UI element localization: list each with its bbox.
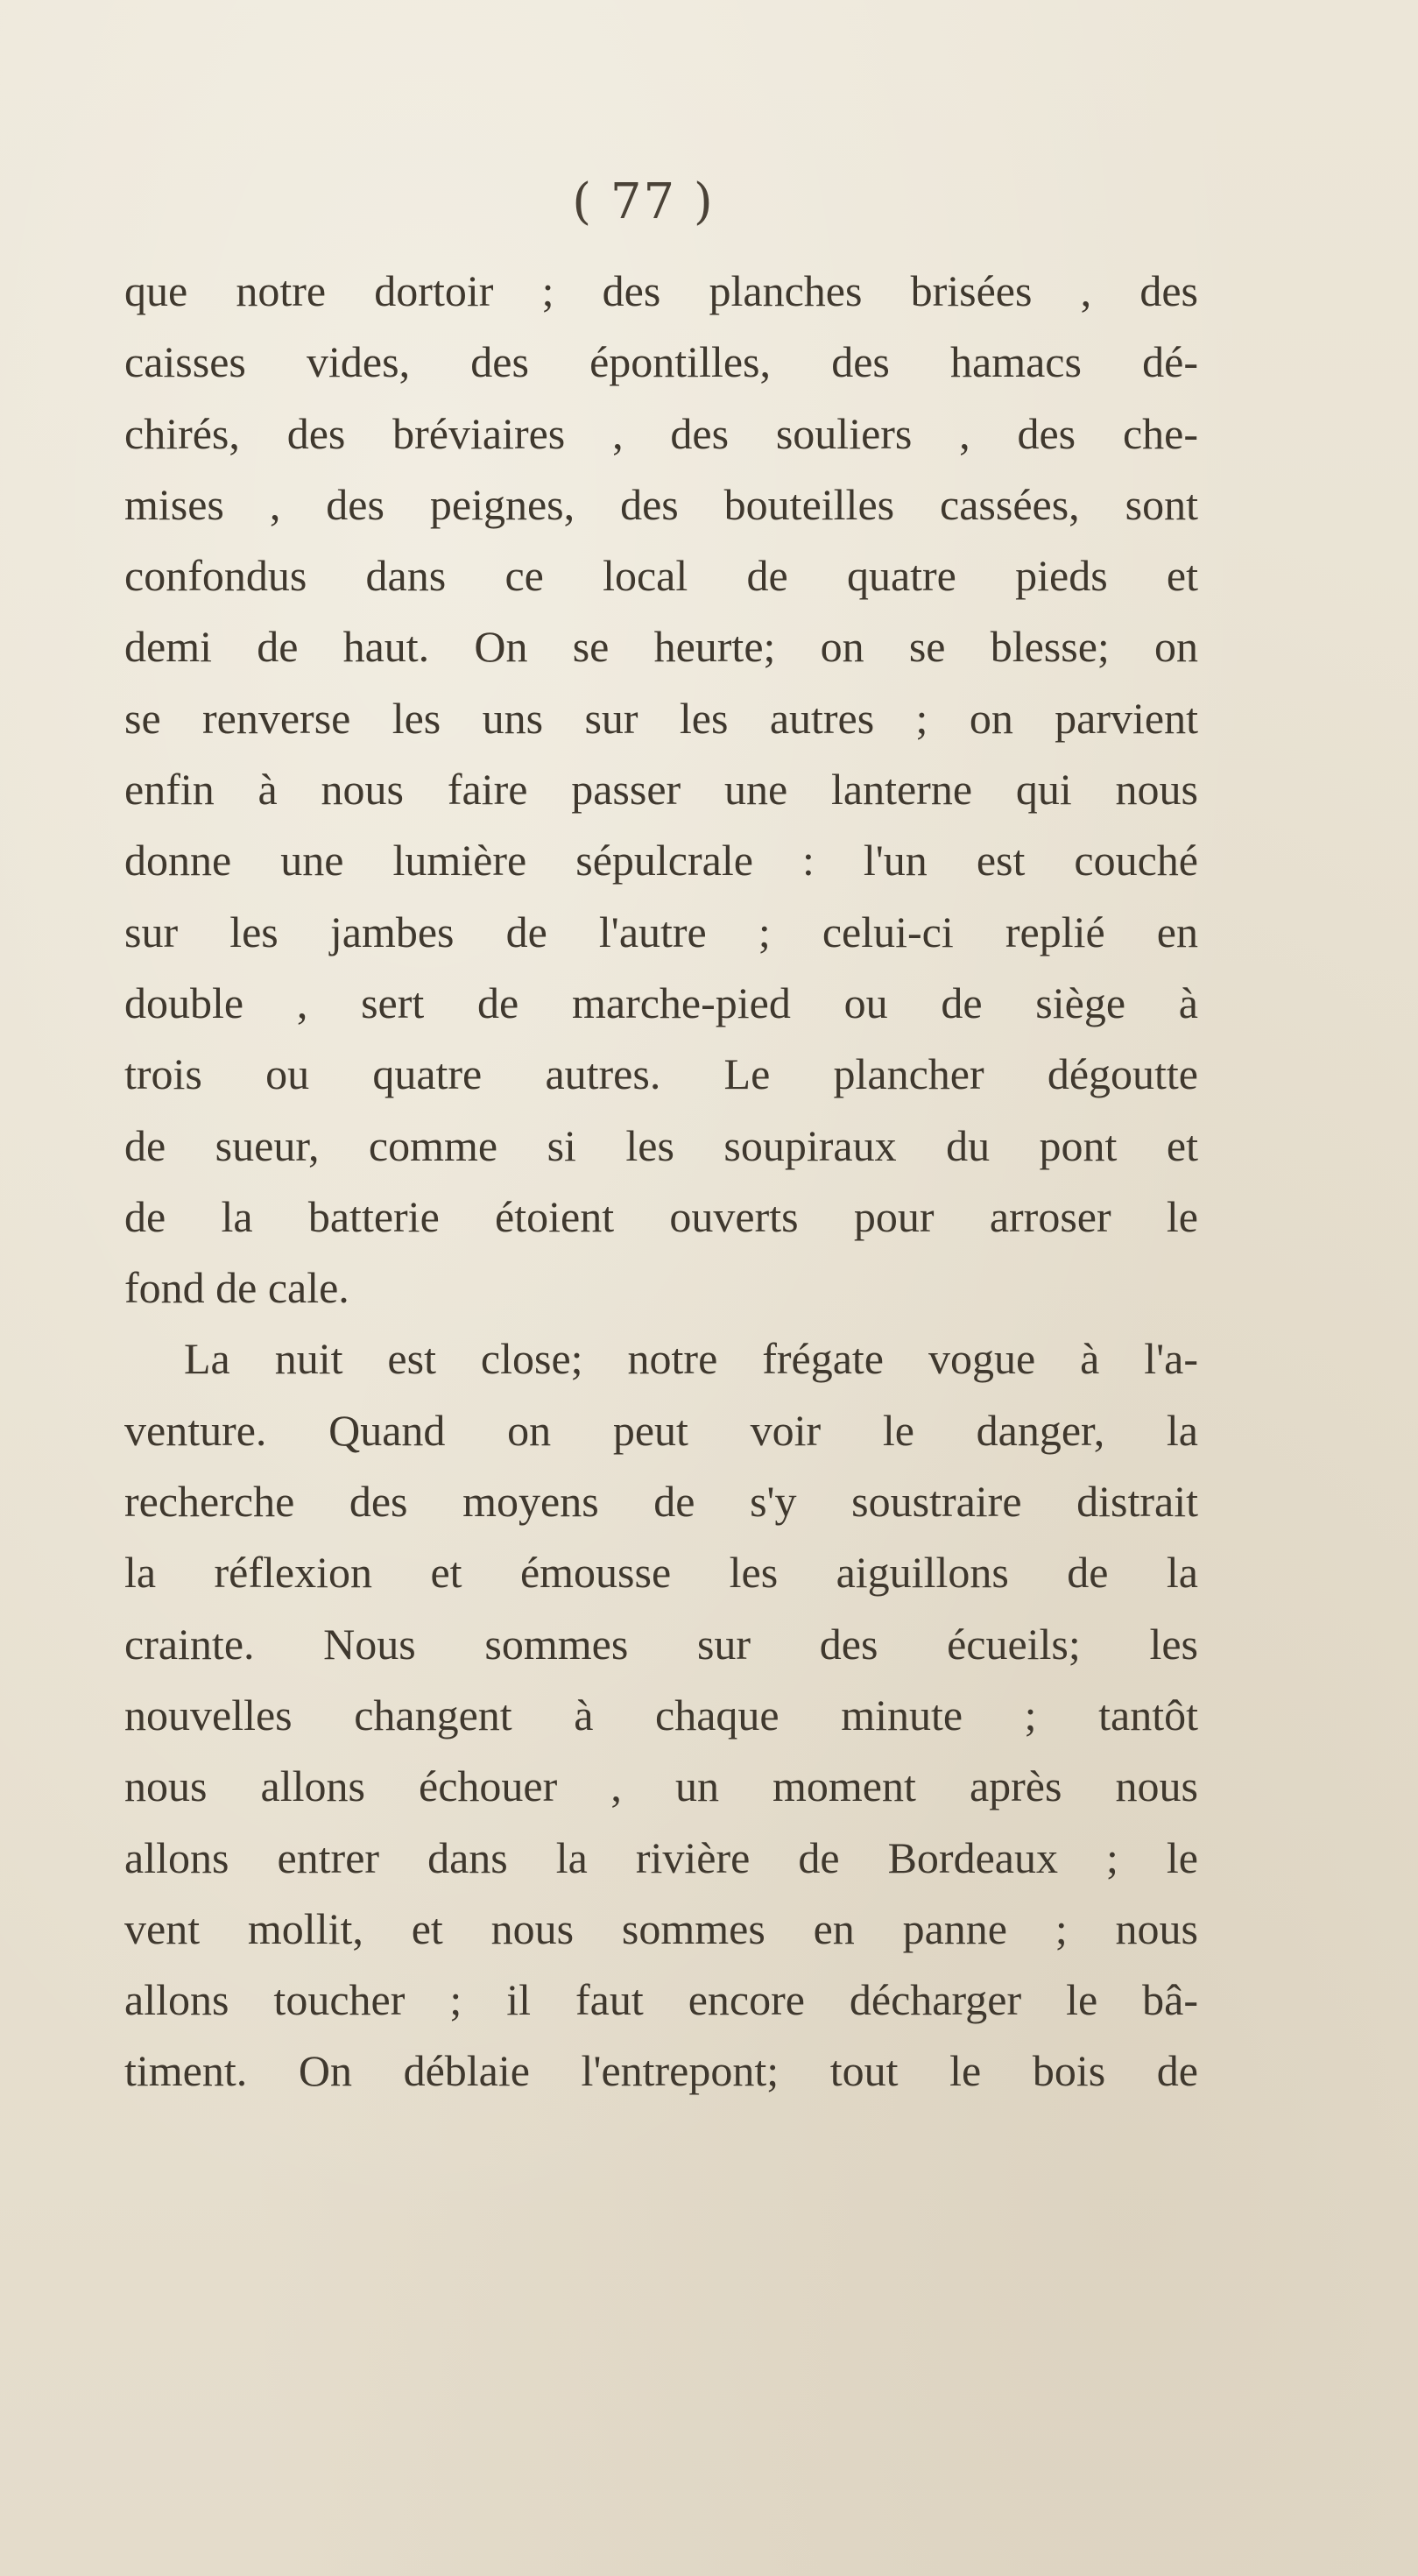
text-line: allons entrer dans la rivière de Bordeaux ; le <box>124 1832 1198 1882</box>
text-line: sur les jambes de l'autre ; celui-ci replié en <box>124 907 1198 956</box>
text-line: nouvelles changent à chaque minute ; tantôt <box>124 1690 1198 1740</box>
text-line: que notre dortoir ; des planches brisées , des <box>124 266 1198 315</box>
text-line: la réflexion et émousse les aiguillons de la <box>124 1548 1198 1598</box>
text-line: confondus dans ce local de quatre pieds et <box>124 551 1198 601</box>
text-line: fond de cale. <box>124 1263 349 1313</box>
text-line: crainte. Nous sommes sur des écueils; les <box>124 1619 1198 1669</box>
text-line: donne une lumière sépulcrale : l'un est couché <box>124 836 1198 886</box>
text-line: chirés, des bréviaires , des souliers , des che- <box>124 408 1198 458</box>
text-line: de sueur, comme si les soupiraux du pont et <box>124 1120 1198 1170</box>
text-line: trois ou quatre autres. Le plancher dégoutte <box>124 1049 1198 1099</box>
text-line: de la batterie étoient ouverts pour arroser le <box>124 1191 1198 1241</box>
page-number: ( 77 ) <box>572 173 715 230</box>
text-line: recherche des moyens de s'y soustraire distrait <box>124 1477 1198 1527</box>
text-line: vent mollit, et nous sommes en panne ; nous <box>124 1903 1198 1953</box>
text-line: demi de haut. On se heurte; on se blesse; on <box>124 622 1198 672</box>
text-line: enfin à nous faire passer une lanterne qui nous <box>124 765 1198 815</box>
text-line: mises , des peignes, des bouteilles cassées, sont <box>124 479 1198 529</box>
text-line: timent. On déblaie l'entrepont; tout le bois de <box>124 2046 1198 2096</box>
text-line: La nuit est close; notre frégate vogue à l'a- <box>184 1334 1198 1384</box>
text-line: double , sert de marche-pied ou de siège à <box>124 977 1198 1027</box>
text-line: venture. Quand on peut voir le danger, la <box>124 1405 1198 1455</box>
body-text <box>124 256 1198 2107</box>
text-line: se renverse les uns sur les autres ; on parvient <box>124 693 1198 743</box>
text-line: allons toucher ; il faut encore décharger le bâ- <box>124 1975 1198 2025</box>
text-line: nous allons échouer , un moment après nous <box>124 1761 1198 1811</box>
text-line: caisses vides, des épontilles, des hamacs dé- <box>124 337 1198 387</box>
